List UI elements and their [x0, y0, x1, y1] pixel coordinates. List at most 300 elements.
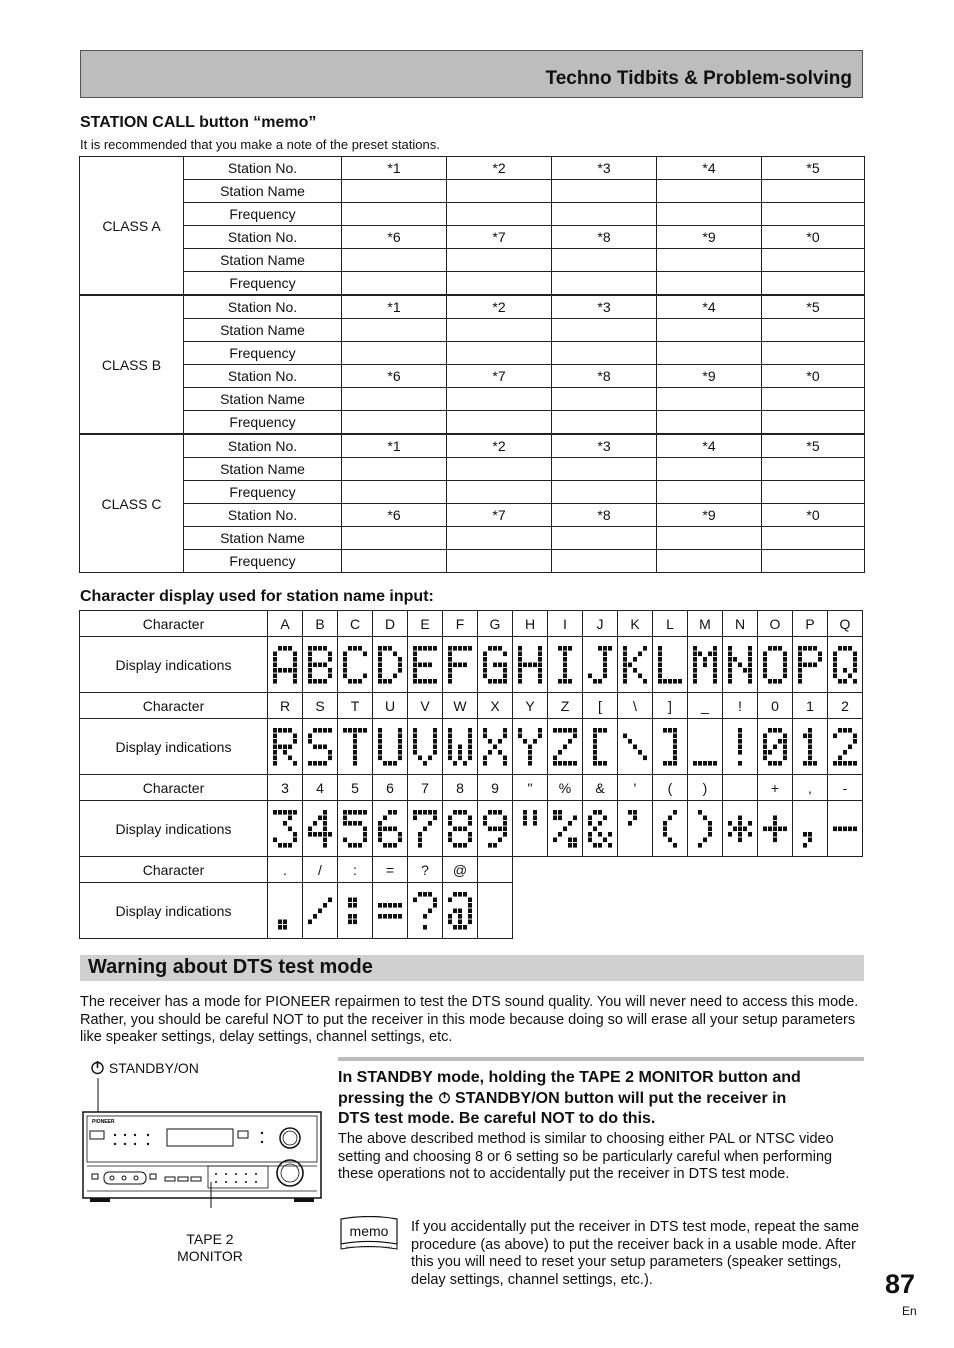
preset-number: *9 [657, 365, 762, 388]
divider-rule [338, 1057, 864, 1061]
memo-blank-cell [657, 388, 762, 411]
display-cell [548, 719, 583, 775]
dot-matrix-glyph [307, 809, 333, 849]
dot-matrix-glyph [447, 727, 473, 767]
display-cell [583, 801, 618, 857]
display-cell [408, 637, 443, 693]
dot-matrix-glyph [517, 809, 543, 849]
character-cell: 9 [478, 775, 513, 801]
display-cell [338, 801, 373, 857]
dot-matrix-glyph [622, 809, 648, 849]
character-cell: + [758, 775, 793, 801]
character-cell: N [723, 611, 758, 637]
memo-blank-cell [762, 411, 865, 435]
character-cell: ) [688, 775, 723, 801]
row-label: Station Name [184, 319, 342, 342]
display-cell [408, 719, 443, 775]
display-cell [478, 719, 513, 775]
character-cell: : [338, 857, 373, 883]
preset-number: *6 [342, 365, 447, 388]
character-cell: ( [653, 775, 688, 801]
memo-blank-cell [552, 342, 657, 365]
memo-blank-cell [657, 527, 762, 550]
character-cell: 4 [303, 775, 338, 801]
table-row [80, 481, 865, 504]
display-cell [723, 637, 758, 693]
memo-blank-cell [657, 272, 762, 296]
character-cell: I [548, 611, 583, 637]
dot-matrix-glyph [377, 809, 403, 849]
row-label: Display indications [80, 801, 268, 857]
memo-blank-cell [342, 388, 447, 411]
warning-bar [80, 955, 864, 981]
preset-number: *1 [342, 295, 447, 319]
dot-matrix-glyph [622, 727, 648, 767]
dot-matrix-glyph [342, 809, 368, 849]
display-row [80, 719, 863, 775]
display-cell [828, 801, 863, 857]
character-cell: F [443, 611, 478, 637]
display-cell [688, 637, 723, 693]
dot-matrix-glyph [307, 891, 333, 931]
character-cell: 8 [443, 775, 478, 801]
char-section-title: Character display used for station name input: [80, 588, 434, 605]
memo-blank-cell [657, 481, 762, 504]
warning-bold-instruction: In STANDBY mode, holding the TAPE 2 MONITOR button and pressing the STANDBY/ON button will put the receiver in DTS test mode. Be careful NOT to do this. [338, 1069, 801, 1127]
character-cell: % [548, 775, 583, 801]
memo-blank-cell [657, 458, 762, 481]
dot-matrix-glyph [342, 645, 368, 685]
row-label: Station Name [184, 527, 342, 550]
dot-matrix-glyph [447, 809, 473, 849]
display-cell [513, 801, 548, 857]
display-cell [443, 801, 478, 857]
character-cell: . [268, 857, 303, 883]
display-cell [828, 637, 863, 693]
character-cell: = [373, 857, 408, 883]
preset-number: *8 [552, 365, 657, 388]
class-label: CLASS C [80, 434, 184, 573]
memo-note: It is recommended that you make a note of the preset stations. [80, 137, 440, 152]
character-cell: O [758, 611, 793, 637]
memo-blank-cell [762, 481, 865, 504]
character-row [80, 775, 863, 801]
character-row [80, 693, 863, 719]
preset-number: *7 [447, 365, 552, 388]
dot-matrix-glyph [587, 809, 613, 849]
memo-blank-cell [447, 342, 552, 365]
dot-matrix-glyph [412, 809, 438, 849]
character-cell: U [373, 693, 408, 719]
character-cell: D [373, 611, 408, 637]
dot-matrix-glyph [482, 809, 508, 849]
character-cell: \ [618, 693, 653, 719]
display-cell [408, 801, 443, 857]
memo-blank-cell [342, 481, 447, 504]
display-cell [373, 883, 408, 939]
row-label: Display indications [80, 719, 268, 775]
character-cell: 7 [408, 775, 443, 801]
memo-blank-cell [762, 203, 865, 226]
memo-blank-cell [342, 342, 447, 365]
display-cell [338, 719, 373, 775]
row-label: Character [80, 775, 268, 801]
character-cell: W [443, 693, 478, 719]
memo-blank-cell [552, 203, 657, 226]
section-header [80, 50, 863, 98]
memo-blank-cell [762, 180, 865, 203]
memo-blank-cell [447, 319, 552, 342]
table-row [80, 411, 865, 435]
memo-blank-cell [657, 411, 762, 435]
preset-number: *6 [342, 504, 447, 527]
character-cell: E [408, 611, 443, 637]
character-cell: ] [653, 693, 688, 719]
character-row [80, 857, 863, 883]
row-label: Station No. [184, 365, 342, 388]
display-cell [653, 637, 688, 693]
warning-description: The above described method is similar to choosing either PAL or NTSC video setting and choosing 8 or 6 setting so be particularly careful when performing these operations not to accidentally put the receiver in DTS test mode. [338, 1131, 834, 1182]
dot-matrix-glyph [832, 809, 858, 849]
table-row [80, 157, 865, 180]
dot-matrix-glyph [552, 727, 578, 767]
dot-matrix-glyph [377, 645, 403, 685]
character-cell: A [268, 611, 303, 637]
character-cell: K [618, 611, 653, 637]
display-cell [793, 637, 828, 693]
preset-number: *7 [447, 504, 552, 527]
preset-number: *4 [657, 434, 762, 458]
memo-blank-cell [552, 249, 657, 272]
preset-number: *5 [762, 434, 865, 458]
row-label: Frequency [184, 550, 342, 573]
memo-blank-cell [762, 249, 865, 272]
character-row [80, 611, 863, 637]
dot-matrix-glyph [307, 727, 333, 767]
character-cell: ? [408, 857, 443, 883]
preset-number: *1 [342, 434, 447, 458]
memo-blank-cell [552, 272, 657, 296]
display-cell [373, 801, 408, 857]
memo-blank-cell [447, 458, 552, 481]
dot-matrix-glyph [412, 645, 438, 685]
table-row [80, 388, 865, 411]
class-label: CLASS B [80, 295, 184, 434]
memo-blank-cell [342, 550, 447, 573]
display-cell [618, 801, 653, 857]
table-row [80, 504, 865, 527]
memo-blank-cell [552, 388, 657, 411]
display-cell [303, 801, 338, 857]
dot-matrix-glyph [482, 891, 508, 931]
row-label: Station Name [184, 249, 342, 272]
memo-blank-cell [552, 527, 657, 550]
display-cell [723, 801, 758, 857]
display-cell [303, 719, 338, 775]
display-cell [723, 719, 758, 775]
character-cell: M [688, 611, 723, 637]
row-label: Station No. [184, 434, 342, 458]
preset-number: *0 [762, 226, 865, 249]
character-cell: X [478, 693, 513, 719]
row-label: Station No. [184, 504, 342, 527]
preset-number: *8 [552, 226, 657, 249]
memo-blank-cell [552, 550, 657, 573]
preset-number: *3 [552, 434, 657, 458]
dot-matrix-glyph [587, 727, 613, 767]
display-cell [688, 801, 723, 857]
preset-number: *9 [657, 226, 762, 249]
display-cell [758, 801, 793, 857]
display-cell [443, 637, 478, 693]
warning-paragraph: The receiver has a mode for PIONEER repairmen to test the DTS sound quality. You will never need to access this mode. Rather, you should be careful NOT to put the receiver in this mode because doing so will erase all your setup parameters like speaker settings, delay settings, channel settings, etc. [80, 994, 859, 1045]
table-row [80, 226, 865, 249]
display-cell [793, 719, 828, 775]
display-row [80, 801, 863, 857]
dot-matrix-glyph [447, 891, 473, 931]
memo-blank-cell [762, 388, 865, 411]
dot-matrix-glyph [727, 727, 753, 767]
display-cell [653, 719, 688, 775]
dot-matrix-glyph [727, 809, 753, 849]
display-cell [373, 637, 408, 693]
row-label: Frequency [184, 411, 342, 435]
character-cell: P [793, 611, 828, 637]
preset-number: *2 [447, 434, 552, 458]
dot-matrix-glyph [692, 809, 718, 849]
preset-number: *2 [447, 157, 552, 180]
character-cell: T [338, 693, 373, 719]
display-cell [268, 637, 303, 693]
dot-matrix-glyph [412, 891, 438, 931]
dot-matrix-glyph [797, 809, 823, 849]
character-cell: 0 [758, 693, 793, 719]
character-cell [478, 857, 513, 883]
dot-matrix-glyph [797, 727, 823, 767]
character-cell: _ [688, 693, 723, 719]
row-label: Station Name [184, 388, 342, 411]
power-icon [438, 1091, 451, 1104]
character-cell: Z [548, 693, 583, 719]
memo-text: If you accidentally put the receiver in DTS test mode, repeat the same procedure (as above) to put the receiver back in a usable mode. After this you will need to reset your setup parameters (speaker settings, delay settings, channel settings, etc.). [411, 1219, 860, 1288]
display-row [80, 637, 863, 693]
dot-matrix-glyph [762, 645, 788, 685]
display-cell [408, 883, 443, 939]
memo-blank-cell [762, 342, 865, 365]
display-cell [478, 801, 513, 857]
memo-blank-cell [762, 319, 865, 342]
memo-blank-cell [342, 180, 447, 203]
dot-matrix-glyph [377, 727, 403, 767]
memo-blank-cell [447, 249, 552, 272]
character-cell: S [303, 693, 338, 719]
display-cell [268, 801, 303, 857]
table-row [80, 319, 865, 342]
dot-matrix-glyph [272, 645, 298, 685]
memo-blank-cell [447, 527, 552, 550]
table-row [80, 272, 865, 296]
memo-blank-cell [762, 550, 865, 573]
display-cell [303, 883, 338, 939]
dot-matrix-glyph [342, 891, 368, 931]
row-label: Character [80, 857, 268, 883]
dot-matrix-glyph [657, 727, 683, 767]
table-row [80, 458, 865, 481]
dot-matrix-glyph [342, 727, 368, 767]
memo-blank-cell [447, 272, 552, 296]
power-icon [90, 1060, 105, 1075]
memo-blank-cell [552, 180, 657, 203]
dot-matrix-glyph [377, 891, 403, 931]
character-cell: " [513, 775, 548, 801]
character-cell: - [828, 775, 863, 801]
table-row [80, 342, 865, 365]
row-label: Frequency [184, 272, 342, 296]
display-cell [618, 637, 653, 693]
row-label: Character [80, 693, 268, 719]
dot-matrix-glyph [587, 645, 613, 685]
preset-number: *0 [762, 504, 865, 527]
memo-blank-cell [657, 203, 762, 226]
memo-blank-cell [342, 319, 447, 342]
table-row [80, 527, 865, 550]
display-cell [513, 637, 548, 693]
display-cell [373, 719, 408, 775]
dot-matrix-glyph [447, 645, 473, 685]
preset-number: *4 [657, 295, 762, 319]
display-cell [583, 719, 618, 775]
character-cell: @ [443, 857, 478, 883]
memo-blank-cell [342, 249, 447, 272]
preset-number: *8 [552, 504, 657, 527]
character-cell: C [338, 611, 373, 637]
row-label: Station Name [184, 458, 342, 481]
character-cell: 6 [373, 775, 408, 801]
character-cell: ' [618, 775, 653, 801]
row-label: Station No. [184, 295, 342, 319]
preset-number: *5 [762, 295, 865, 319]
dot-matrix-glyph [552, 809, 578, 849]
display-cell [548, 801, 583, 857]
table-row [80, 434, 865, 458]
dot-matrix-glyph [762, 727, 788, 767]
preset-number: *5 [762, 157, 865, 180]
character-cell: & [583, 775, 618, 801]
display-cell [268, 719, 303, 775]
character-cell: ! [723, 693, 758, 719]
display-row [80, 883, 863, 939]
dot-matrix-glyph [482, 727, 508, 767]
display-cell [268, 883, 303, 939]
character-cell: 5 [338, 775, 373, 801]
preset-number: *4 [657, 157, 762, 180]
table-row [80, 365, 865, 388]
memo-blank-cell [657, 342, 762, 365]
warning-title: Warning about DTS test mode [88, 956, 373, 978]
dot-matrix-glyph [272, 809, 298, 849]
class-label: CLASS A [80, 157, 184, 296]
row-label: Station No. [184, 226, 342, 249]
row-label: Display indications [80, 883, 268, 939]
dot-matrix-glyph [832, 645, 858, 685]
standby-label: STANDBY/ON [90, 1060, 199, 1076]
row-label: Frequency [184, 481, 342, 504]
display-cell [443, 719, 478, 775]
character-cell: L [653, 611, 688, 637]
dot-matrix-glyph [692, 727, 718, 767]
memo-badge: memo [349, 1223, 389, 1239]
preset-number: *2 [447, 295, 552, 319]
memo-blank-cell [552, 411, 657, 435]
character-cell: G [478, 611, 513, 637]
character-cell: J [583, 611, 618, 637]
character-cell: / [303, 857, 338, 883]
preset-number: *3 [552, 157, 657, 180]
tape-monitor-label: TAPE 2 MONITOR [177, 1231, 243, 1264]
dot-matrix-glyph [692, 645, 718, 685]
display-cell [548, 637, 583, 693]
character-cell: , [793, 775, 828, 801]
preset-number: *7 [447, 226, 552, 249]
memo-blank-cell [342, 203, 447, 226]
memo-blank-cell [342, 272, 447, 296]
dot-matrix-glyph [552, 645, 578, 685]
dot-matrix-glyph [657, 809, 683, 849]
dot-matrix-glyph [307, 645, 333, 685]
station-memo-table [79, 156, 865, 573]
preset-number: *6 [342, 226, 447, 249]
memo-blank-cell [342, 411, 447, 435]
dot-matrix-glyph [412, 727, 438, 767]
dot-matrix-glyph [517, 727, 543, 767]
memo-blank-cell [762, 272, 865, 296]
table-row [80, 249, 865, 272]
memo-blank-cell [342, 458, 447, 481]
character-cell: [ [583, 693, 618, 719]
header-title: Techno Tidbits & Problem-solving [545, 68, 852, 89]
character-cell: Q [828, 611, 863, 637]
character-cell: Y [513, 693, 548, 719]
language-code: En [902, 1304, 917, 1318]
receiver-illustration [80, 1078, 325, 1208]
display-cell [443, 883, 478, 939]
preset-number: *3 [552, 295, 657, 319]
display-cell [793, 801, 828, 857]
memo-blank-cell [762, 458, 865, 481]
row-label: Display indications [80, 637, 268, 693]
display-cell [338, 637, 373, 693]
dot-matrix-glyph [762, 809, 788, 849]
memo-blank-cell [657, 180, 762, 203]
character-display-table [79, 610, 863, 939]
memo-blank-cell [552, 319, 657, 342]
display-cell [758, 719, 793, 775]
memo-blank-cell [342, 527, 447, 550]
display-cell [618, 719, 653, 775]
memo-blank-cell [447, 550, 552, 573]
memo-blank-cell [552, 458, 657, 481]
character-cell: V [408, 693, 443, 719]
memo-section-title: STATION CALL button “memo” [80, 114, 317, 131]
display-cell [478, 883, 513, 939]
dot-matrix-glyph [482, 645, 508, 685]
dot-matrix-glyph [832, 727, 858, 767]
memo-blank-cell [657, 550, 762, 573]
row-label: Frequency [184, 203, 342, 226]
preset-number: *9 [657, 504, 762, 527]
memo-blank-cell [447, 180, 552, 203]
dot-matrix-glyph [727, 645, 753, 685]
